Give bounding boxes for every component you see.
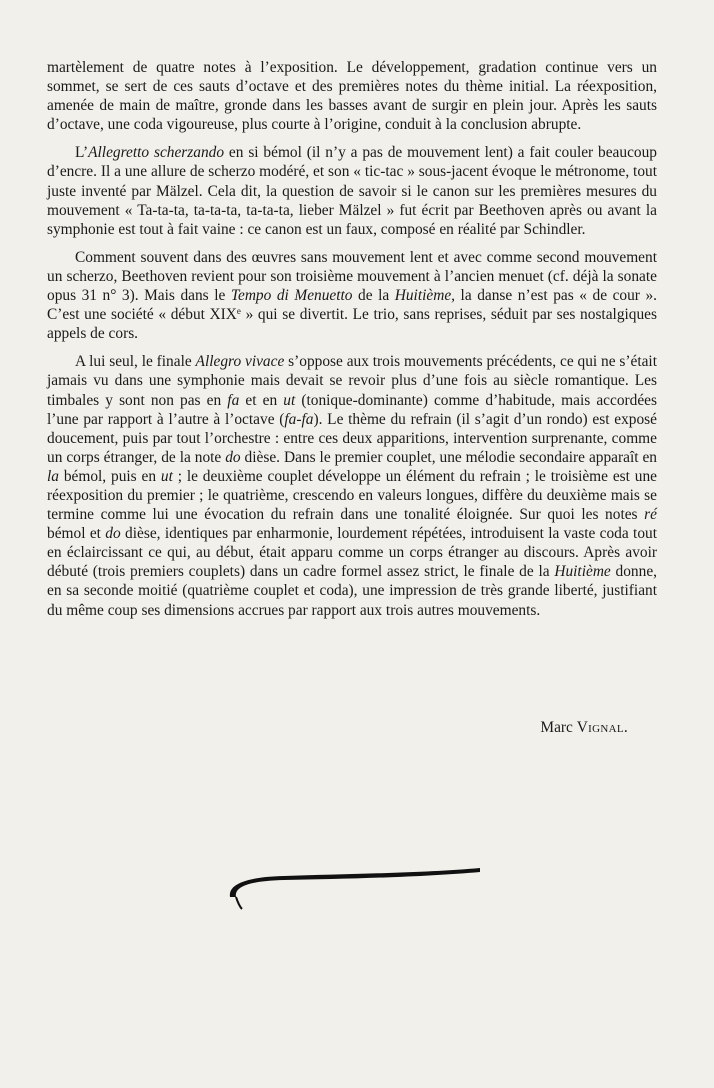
text-run: bémol et — [47, 525, 106, 543]
paragraph-first-movement-end: martèlement de quatre notes à l’exposition. Le développement, gradation continue vers un sommet, se sert de ces sauts d’octave et des premières notes du thème initial. La réexposition, amenée de main de maître, gronde dans les basses avant de surgir en plein jour. Après les sauts d’octave, une coda vigoureuse, plus courte à l’origine, conduit à la conclusion abrupte. — [47, 59, 657, 134]
author-signature — [540, 718, 628, 737]
paragraph-allegretto — [47, 143, 657, 238]
italic-term: Tempo di Menuetto — [230, 287, 353, 305]
text-run: de la — [352, 287, 395, 305]
text-run: donne, en sa seconde moitié (quatrième couplet et coda), une impression de très grande liberté, justifiant du même coup ses dimensions accrues par rapport aux trois autres mouvements. — [47, 563, 657, 619]
text-run: A lui seul, le finale — [75, 353, 196, 371]
text-run: bémol, puis en — [58, 467, 161, 485]
text-run: ). Le thème du refrain (il s’agit d’un rondo) est exposé doucement, puis par tout l’orchestre : entre ces deux apparitions, intervention surprenante, comme un corps étranger, de la note — [47, 410, 657, 466]
text-run: ; le deuxième couplet développe un élément du refrain ; le troisième est une réexposition du premier ; le quatrième, crescendo en valeurs longues, diffère du deuxième mais se termine comme lui une évocation du refrain dans une tonalité éloignée. Sur quoi les notes — [47, 467, 657, 524]
article-text — [47, 58, 657, 620]
text-run: (tonique-dominante) comme d’habitude, mais accordées l’une par rapport à l’autre à l’octave ( — [47, 391, 657, 428]
text-run: L’ — [75, 144, 89, 162]
italic-term: do — [225, 448, 241, 466]
italic-term: ré — [644, 506, 657, 524]
end-ornament-flourish — [224, 855, 484, 915]
text-run: s’oppose aux trois mouvements précédents, ce qui ne s’était jamais vu dans une symphonie mais devait se revoir plus d’une fois au siècle romantique. Les timbales y sont non pas en — [47, 353, 657, 409]
text-run: Comment souvent dans des œuvres sans mouvement lent et avec comme second mouvement un scherzo, Beethoven revient pour son troisième mouvement à l’ancien menuet (cf. déjà la sonate opus 31 n° 3). Mais dans le — [47, 248, 657, 305]
author-last-name: Vignal. — [576, 719, 628, 736]
italic-term: fa — [227, 391, 240, 409]
text-run: en si bémol (il n’y a pas de mouvement lent) a fait couler beaucoup d’encre. Il a une allure de scherzo modéré, et son « tic-tac » sous-jacent évoque le métronome, tout juste inventé par Mälzel. Cela dit, la question de savoir si le canon sur les premières mesures du mouvement « Ta-ta-ta, ta-ta-ta, ta-ta-ta, lieber Mälzel » fut écrit par Beethoven après ou avant la symphonie est tout à fait vaine : ce canon est un faux, composé en réalité par Schindler. — [47, 144, 658, 238]
italic-term: fa-fa — [284, 410, 314, 428]
text-run: dièse, identiques par enharmonie, lourdement répétées, introduisent la vaste coda tout en éclaircissant ce qui, au début, était apparu comme un corps étranger au discours. Après avoir débuté (trois premiers couplets) dans un cadre formel assez strict, le finale de la — [47, 525, 657, 581]
italic-term: Allegretto scherzando — [88, 144, 225, 162]
text-run: » qui se divertit. Le trio, sans reprises, séduit par ses nostalgiques appels de cors. — [47, 306, 657, 343]
paragraph-finale — [47, 352, 657, 619]
italic-term: do — [105, 525, 121, 543]
text-run: la danse n’est pas « de cour ». C’est une société « début XIX — [47, 287, 657, 324]
paragraph-menuetto — [47, 248, 657, 343]
italic-term: Allegro vivace — [195, 353, 285, 371]
italic-term: Huitième, — [394, 287, 456, 305]
italic-term: ut — [283, 391, 296, 409]
text-run: dièse. Dans le premier couplet, une mélodie secondaire apparaît en — [240, 448, 657, 466]
text-run: et en — [239, 391, 284, 409]
author-first-name: Marc — [540, 719, 577, 736]
superscript: e — [236, 306, 241, 317]
italic-term: ut — [160, 467, 173, 485]
italic-term: la — [47, 467, 59, 485]
italic-term: Huitième — [554, 563, 611, 581]
